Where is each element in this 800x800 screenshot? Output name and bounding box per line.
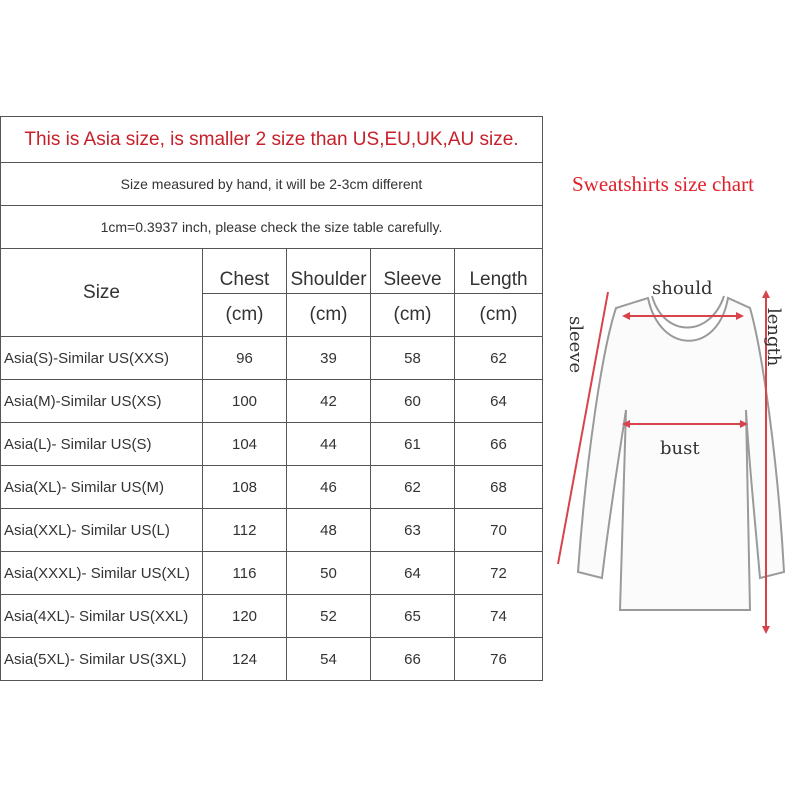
- shoulder-cell: 42: [287, 380, 371, 423]
- length-column-header: Length: [455, 249, 543, 294]
- chest-column-header: Chest: [203, 249, 287, 294]
- size-column-header: Size: [1, 249, 203, 337]
- sleeve-cell: 61: [371, 423, 455, 466]
- size-cell: Asia(4XL)- Similar US(XXL): [1, 595, 203, 638]
- size-cell: Asia(XL)- Similar US(M): [1, 466, 203, 509]
- length-cell: 70: [455, 509, 543, 552]
- sleeve-unit: (cm): [371, 294, 455, 337]
- chest-cell: 124: [203, 638, 287, 681]
- sleeve-cell: 58: [371, 337, 455, 380]
- sweatshirt-diagram: [540, 260, 800, 640]
- diagram-title: Sweatshirts size chart: [572, 172, 754, 196]
- chest-unit: (cm): [203, 294, 287, 337]
- size-cell: Asia(XXXL)- Similar US(XL): [1, 552, 203, 595]
- table-row: [1, 595, 543, 638]
- chest-cell: 116: [203, 552, 287, 595]
- table-row: [1, 466, 543, 509]
- arrow-icon: [762, 626, 770, 634]
- chest-cell: 112: [203, 509, 287, 552]
- shoulder-unit: (cm): [287, 294, 371, 337]
- table-row: [1, 552, 543, 595]
- arrow-icon: [762, 290, 770, 298]
- size-cell: Asia(M)-Similar US(XS): [1, 380, 203, 423]
- asia-size-notice: This is Asia size, is smaller 2 size than US,EU,UK,AU size.: [1, 117, 543, 163]
- chest-cell: 96: [203, 337, 287, 380]
- size-cell: Asia(5XL)- Similar US(3XL): [1, 638, 203, 681]
- chest-cell: 100: [203, 380, 287, 423]
- sleeve-cell: 62: [371, 466, 455, 509]
- length-cell: 66: [455, 423, 543, 466]
- shoulder-cell: 54: [287, 638, 371, 681]
- length-cell: 72: [455, 552, 543, 595]
- sleeve-cell: 66: [371, 638, 455, 681]
- length-cell: 62: [455, 337, 543, 380]
- shoulder-column-header: Shoulder: [287, 249, 371, 294]
- chest-cell: 120: [203, 595, 287, 638]
- shoulder-cell: 46: [287, 466, 371, 509]
- length-cell: 76: [455, 638, 543, 681]
- shoulder-cell: 44: [287, 423, 371, 466]
- sleeve-cell: 60: [371, 380, 455, 423]
- sleeve-column-header: Sleeve: [371, 249, 455, 294]
- length-label: length: [763, 308, 784, 367]
- shoulder-label: should: [652, 278, 713, 299]
- length-unit: (cm): [455, 294, 543, 337]
- shoulder-cell: 50: [287, 552, 371, 595]
- table-row: [1, 423, 543, 466]
- size-chart-table: [0, 116, 543, 681]
- length-cell: 68: [455, 466, 543, 509]
- measurement-note: Size measured by hand, it will be 2-3cm different: [1, 163, 543, 206]
- shoulder-cell: 48: [287, 509, 371, 552]
- table-row: [1, 337, 543, 380]
- sleeve-label: sleeve: [565, 316, 586, 374]
- sleeve-cell: 63: [371, 509, 455, 552]
- shoulder-cell: 52: [287, 595, 371, 638]
- shoulder-cell: 39: [287, 337, 371, 380]
- table-row: [1, 380, 543, 423]
- chest-cell: 108: [203, 466, 287, 509]
- size-cell: Asia(L)- Similar US(S): [1, 423, 203, 466]
- length-cell: 74: [455, 595, 543, 638]
- size-cell: Asia(XXL)- Similar US(L): [1, 509, 203, 552]
- sleeve-cell: 65: [371, 595, 455, 638]
- table-row: [1, 638, 543, 681]
- chest-cell: 104: [203, 423, 287, 466]
- sleeve-cell: 64: [371, 552, 455, 595]
- length-cell: 64: [455, 380, 543, 423]
- table-row: [1, 509, 543, 552]
- size-cell: Asia(S)-Similar US(XXS): [1, 337, 203, 380]
- bust-label: bust: [660, 438, 700, 459]
- conversion-note: 1cm=0.3937 inch, please check the size table carefully.: [1, 206, 543, 249]
